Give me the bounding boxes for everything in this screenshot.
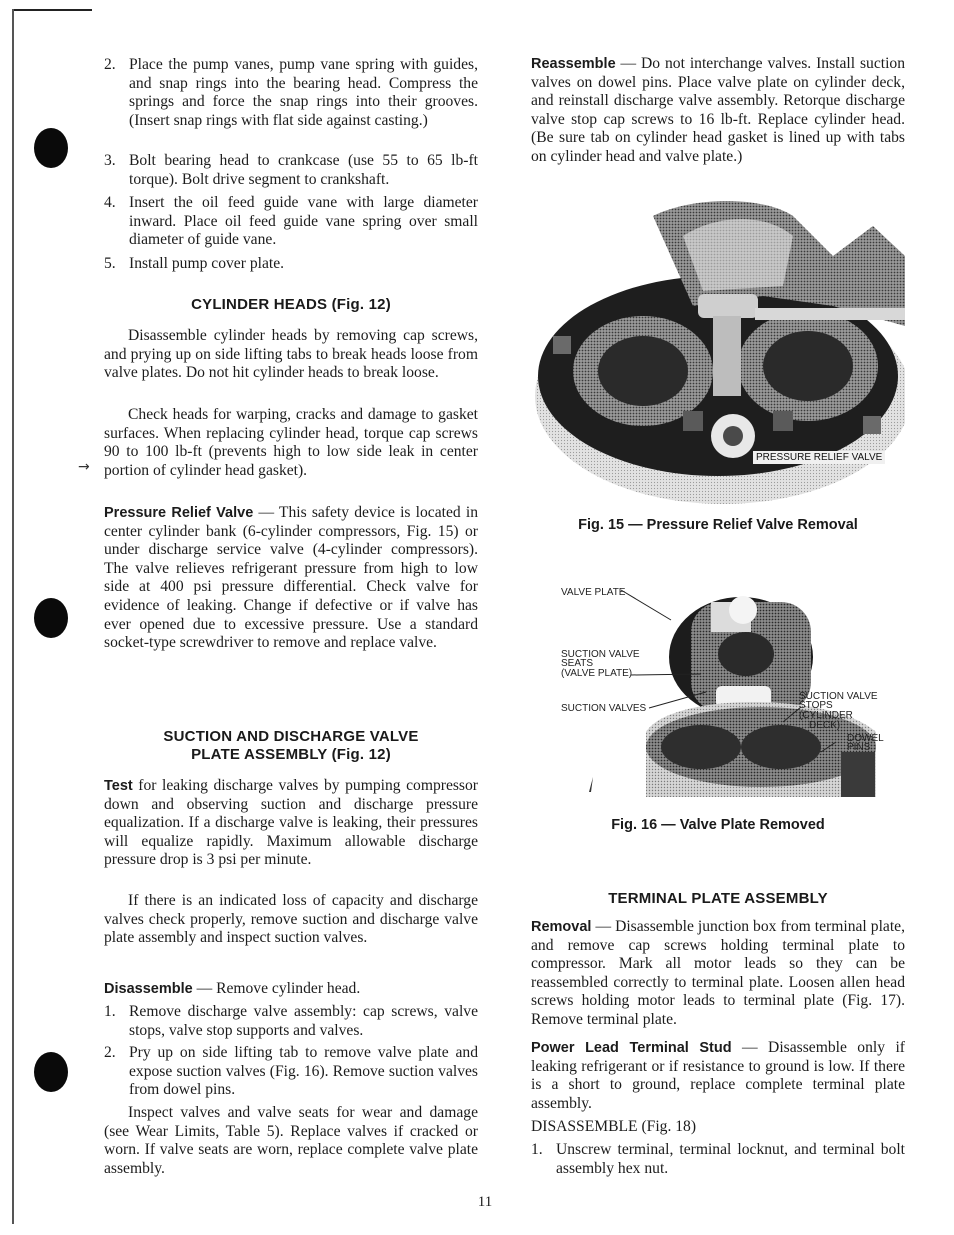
label-suction-valve-stops: (CYLINDER	[799, 710, 853, 721]
label-dowel-pins: DOWEL	[847, 733, 884, 744]
disassemble-label: DISASSEMBLE (Fig. 18)	[531, 1118, 697, 1135]
label-suction-valve-stops: STOPS	[799, 700, 833, 711]
label-dowel-pins: PINS	[847, 742, 871, 753]
page-number: 11	[477, 1194, 493, 1210]
paragraph-power-lead: Power Lead Terminal Stud — Disassemble only if leaking refrigerant or if resistance to ground is low. If there is a short to ground, replace complete terminal plate assembly.	[531, 1039, 905, 1112]
run-in-heading: Test	[104, 778, 133, 794]
figure-16-caption: Fig. 16 — Valve Plate Removed	[611, 817, 825, 833]
figure-16	[531, 582, 905, 804]
margin-arrow-icon: →	[78, 459, 90, 475]
label-suction-valves: SUCTION VALVES	[561, 703, 647, 714]
run-in-heading: Reassemble	[531, 56, 616, 72]
paragraph: Inspect valves and valve seats for wear and damage (see Wear Limits, Table 5). Replace valves if cracked or worn. If valve seats are worn, replace complete valve plate assembly.	[104, 1104, 478, 1177]
label-valve-plate: VALVE PLATE	[561, 587, 626, 598]
page-edge-line	[12, 9, 14, 1224]
list-item: 1. Remove discharge valve assembly: cap screws, valve stops, valve stop supports and valves.	[104, 1003, 478, 1039]
label-suction-valve-seats: SUCTION VALVE	[561, 649, 640, 660]
binder-hole	[34, 1052, 68, 1092]
binder-hole	[34, 598, 68, 638]
run-in-heading: Disassemble	[104, 981, 193, 997]
label-suction-valve-stops: SUCTION VALVE	[799, 691, 878, 702]
binder-hole	[34, 128, 68, 168]
paragraph-removal: Removal — Disassemble junction box from terminal plate, and remove cap screws holding terminal plate to compressor. Mark all motor leads so they can be reassembled correctly to terminal plate. Loosen allen head screws holding motor leads to terminal plate (Fig. 17). Remove terminal plate.	[531, 918, 905, 1028]
label-suction-valve-stops: DECK)	[809, 720, 841, 731]
list-item: 2. Pry up on side lifting tab to remove valve plate and expose suction valves (Fig. 16). Remove suction valves from dowel pins.	[104, 1044, 478, 1099]
label-pressure-relief-valve: PRESSURE RELIEF VALVE	[753, 451, 885, 464]
paragraph-reassemble: Reassemble — Do not interchange valves. Install suction valves on dowel pins. Place valve plate on cylinder deck, and reinstall discharge valve assembly. Retorque discharge valve stop cap screws to 16 lb-ft. Replace cylinder head. (Be sure tab on cylinder head gasket is lined up with tabs on cylinder head and valve plate.)	[531, 55, 905, 165]
label-suction-valve-seats: (VALVE PLATE)	[561, 668, 633, 679]
paragraph-disassemble: Disassemble — Remove cylinder head.	[104, 980, 361, 997]
figure-15-photo	[533, 196, 905, 508]
section-heading-cylinder-heads: CYLINDER HEADS (Fig. 12)	[191, 296, 391, 313]
label-suction-valve-seats: SEATS	[561, 658, 594, 669]
run-in-heading: Power Lead Terminal Stud	[531, 1040, 732, 1056]
section-heading-terminal-plate: TERMINAL PLATE ASSEMBLY	[608, 890, 828, 907]
page-corner-mark	[12, 9, 92, 11]
list-item: 2. Place the pump vanes, pump vane spring with guides, and snap rings into the bearing head. Compress the springs and force the snap rings into their grooves. (Insert snap rings with flat side against casting.)	[104, 56, 478, 129]
paragraph-pressure-relief: Pressure Relief Valve — This safety device is located in center cylinder bank (6-cylinder compressors, Fig. 15) or under discharge service valve (4-cylinder compressors). The valve relieves refrigerant pressure from high to low side at 400 psi pressure differential. Check valve for evidence of leaking. Change if defective or if valve has ever opened due to excessive pressure. Use a standard socket-type screwdriver to remove and replace valve.	[104, 504, 478, 652]
paragraph: Disassemble cylinder heads by removing cap screws, and prying up on side lifting tabs to break heads loose from valve plates. Do not hit cylinder heads to break loose.	[104, 327, 478, 382]
section-heading-suction: SUCTION AND DISCHARGE VALVE PLATE ASSEMBLY (Fig. 12)	[163, 728, 419, 763]
run-in-heading: Removal	[531, 919, 592, 935]
figure-15-caption: Fig. 15 — Pressure Relief Valve Removal	[578, 517, 858, 533]
paragraph-test: Test for leaking discharge valves by pumping compressor down and observing suction and discharge pressure equalization. If a discharge valve is leaking, their pressures will equalize rapidly. Maximum allowable discharge pressure drop is 3 psi per minute.	[104, 777, 478, 869]
paragraph: If there is an indicated loss of capacity and discharge valves check properly, remove suction and discharge valve plate assembly and inspect suction valves.	[104, 892, 478, 947]
run-in-heading: Pressure Relief Valve	[104, 505, 254, 521]
list-item: 3. Bolt bearing head to crankcase (use 55 to 65 lb-ft torque). Bolt drive segment to crankshaft.	[104, 152, 478, 188]
list-item: 1. Unscrew terminal, terminal locknut, and terminal bolt assembly hex nut.	[531, 1141, 905, 1177]
list-item: 5. Install pump cover plate.	[104, 255, 285, 272]
paragraph: Check heads for warping, cracks and damage to gasket surfaces. When replacing cylinder head, torque cap screws 90 to 100 lb-ft (prevents high to low side leak in center portion of cylinder head gasket).	[104, 406, 478, 479]
list-item: 4. Insert the oil feed guide vane with large diameter inward. Place oil feed guide vane spring over small diameter of guide vane.	[104, 194, 478, 249]
